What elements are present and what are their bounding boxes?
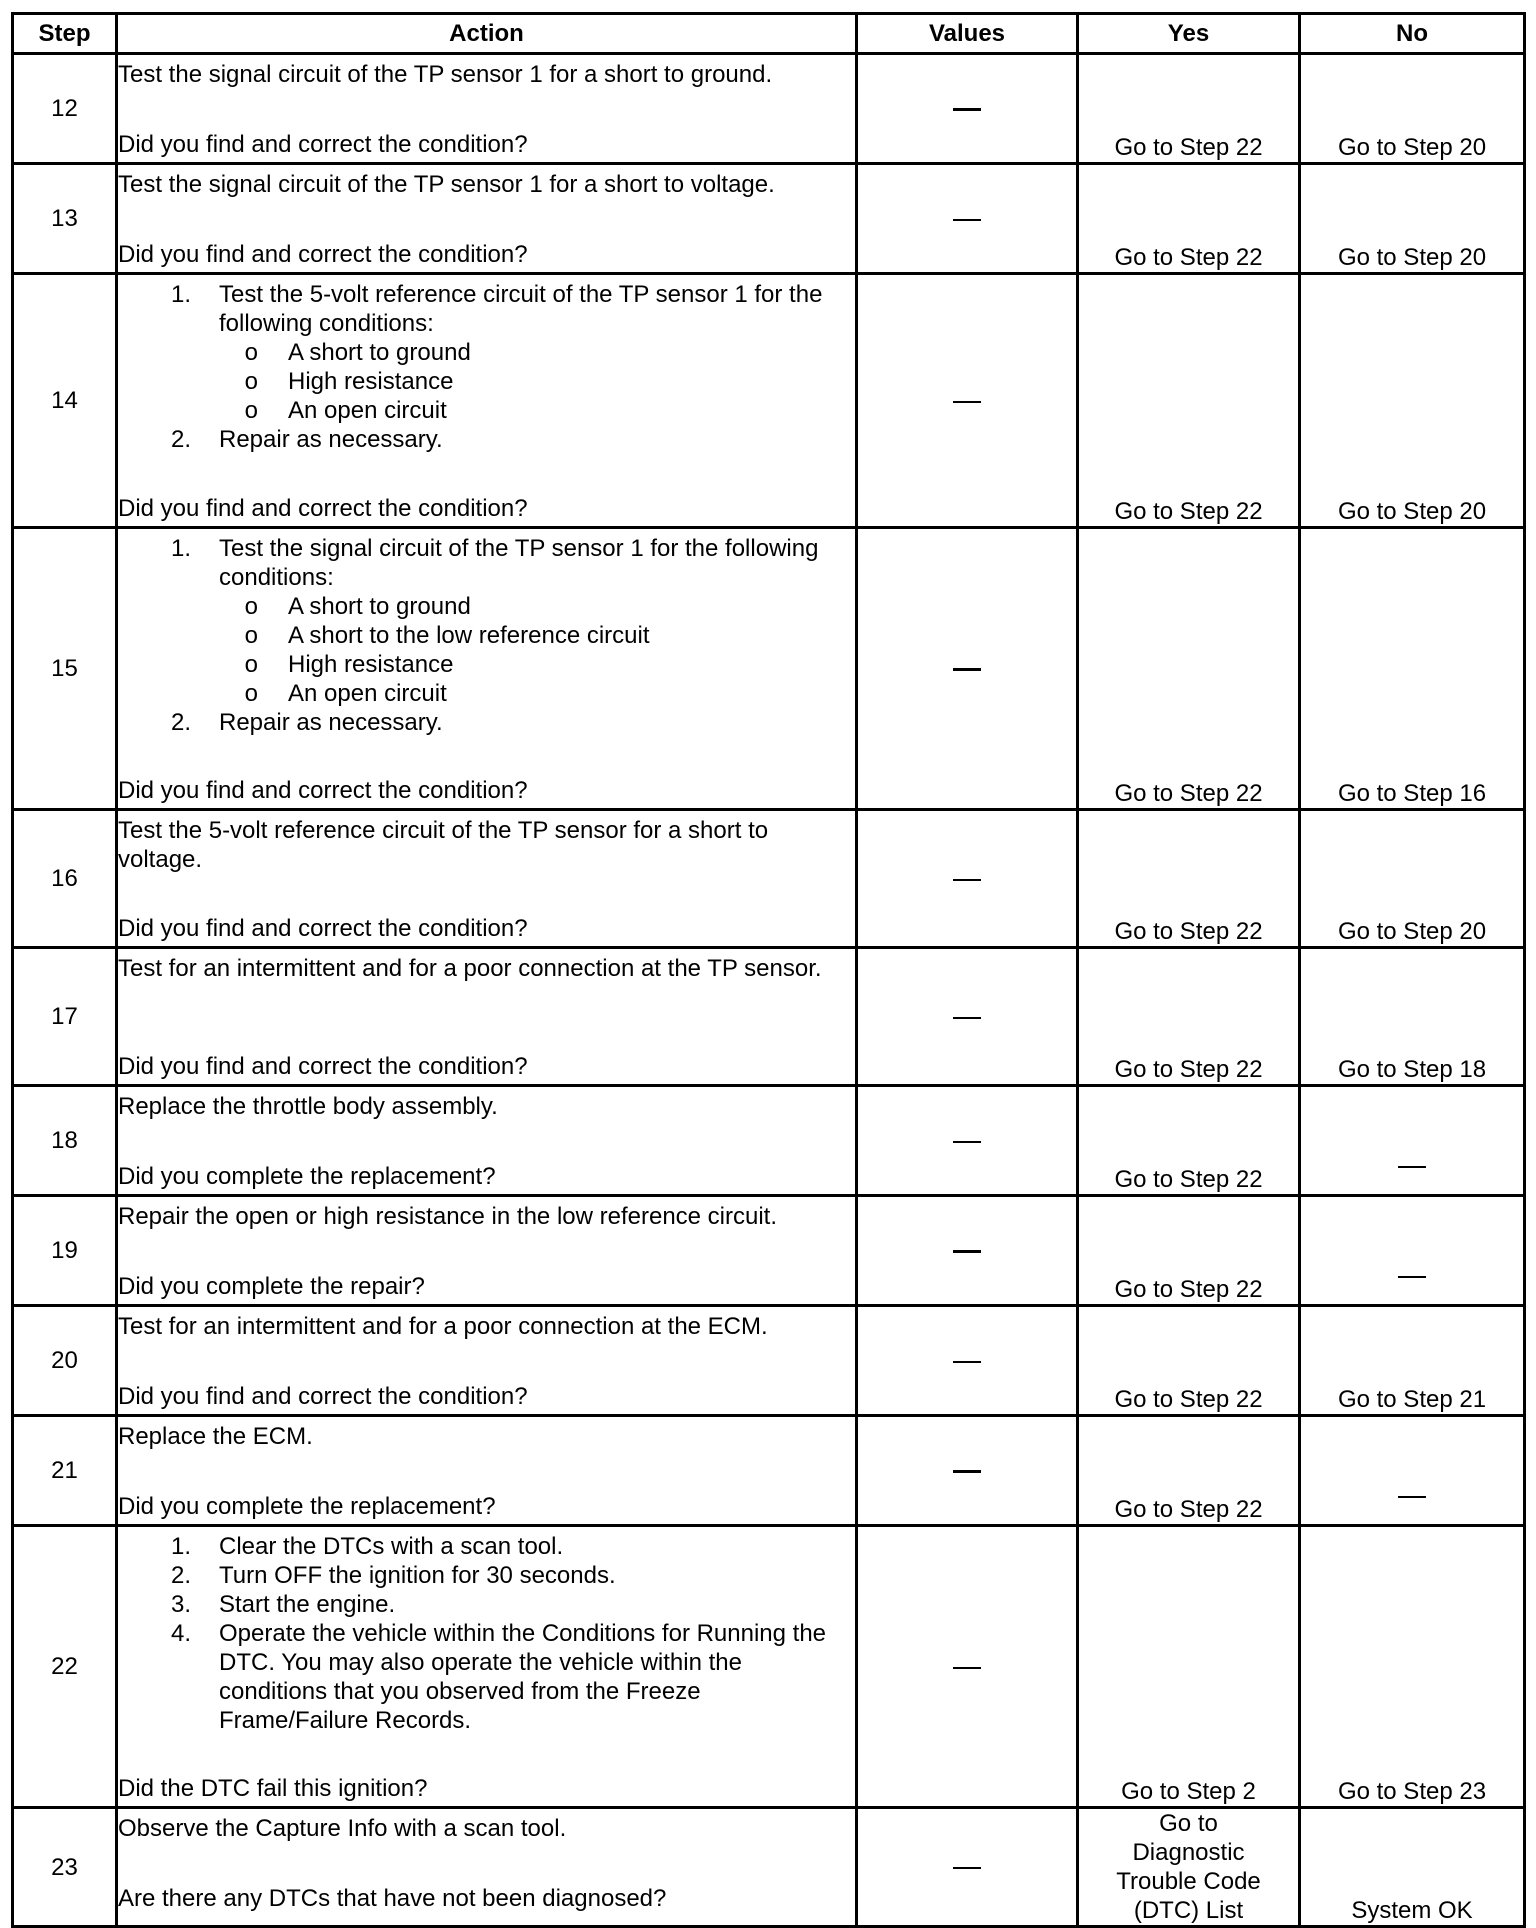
action-content (118, 529, 855, 808)
diagnostic-table (11, 12, 1526, 1928)
yes-cell: Go to Step 22 (1078, 948, 1300, 1086)
step-number: 17 (13, 948, 117, 1086)
question-text: Did you find and correct the condition? (118, 1053, 528, 1080)
table-row (13, 1526, 1525, 1808)
bullet-item (219, 338, 855, 367)
item-body (219, 1619, 855, 1735)
numbered-item (118, 534, 855, 708)
action-content (118, 949, 855, 1084)
action-text: Replace the throttle body assembly. (118, 1093, 498, 1120)
action-cell (117, 1416, 857, 1526)
no-cell (1300, 1196, 1525, 1306)
header-step: Step (13, 14, 117, 54)
numbered-item (118, 1590, 855, 1619)
no-dash (1398, 1496, 1426, 1498)
bullet-icon: o (244, 397, 258, 424)
no-cell: Go to Step 20 (1300, 54, 1525, 164)
values-cell (857, 1306, 1078, 1416)
action-cell (117, 1086, 857, 1196)
numbered-item (118, 1561, 855, 1590)
bullet-text: High resistance (288, 368, 454, 395)
action-content (118, 811, 855, 946)
table-row (13, 1086, 1525, 1196)
values-dash (953, 108, 981, 111)
values-dash (953, 1361, 981, 1363)
action-instructions (118, 1809, 855, 1843)
bullet-icon: o (244, 339, 258, 366)
numbered-item (118, 708, 855, 737)
values-dash (953, 1867, 981, 1869)
table-row (13, 810, 1525, 948)
yes-cell: Go to Step 22 (1078, 54, 1300, 164)
bullet-text: High resistance (288, 651, 454, 678)
table-row (13, 54, 1525, 164)
yes-cell: Go to Step 2 (1078, 1526, 1300, 1808)
item-body (219, 534, 855, 708)
step-number: 23 (13, 1808, 117, 1927)
item-text: Test the signal circuit of the TP sensor 1 for the following conditions: (219, 535, 819, 591)
no-cell: Go to Step 20 (1300, 164, 1525, 274)
header-action: Action (117, 14, 857, 54)
numbered-list (118, 534, 855, 737)
item-text: Repair as necessary. (219, 426, 443, 453)
header-yes: Yes (1078, 14, 1300, 54)
values-dash (953, 668, 981, 671)
yes-cell: Go to Step 22 (1078, 528, 1300, 810)
item-number: 2. (170, 709, 191, 736)
item-body (219, 425, 855, 454)
bullet-text: An open circuit (288, 397, 447, 424)
no-cell: Go to Step 20 (1300, 274, 1525, 528)
values-cell (857, 1196, 1078, 1306)
item-text: Clear the DTCs with a scan tool. (219, 1533, 564, 1560)
no-cell: Go to Step 16 (1300, 528, 1525, 810)
question-text: Did the DTC fail this ignition? (118, 1775, 428, 1802)
action-cell (117, 810, 857, 948)
values-dash (953, 1250, 981, 1253)
action-instructions (118, 1417, 855, 1451)
action-content (118, 1809, 855, 1916)
action-content (118, 1197, 855, 1304)
no-cell: Go to Step 20 (1300, 810, 1525, 948)
table-row (13, 528, 1525, 810)
item-number: 1. (170, 281, 191, 308)
question-text: Did you find and correct the condition? (118, 241, 528, 268)
question-text: Did you complete the replacement? (118, 1163, 496, 1190)
step-number: 21 (13, 1416, 117, 1526)
question-text: Did you find and correct the condition? (118, 777, 528, 804)
question-text: Are there any DTCs that have not been diagnosed? (118, 1885, 667, 1912)
bullet-text: A short to ground (288, 593, 471, 620)
yes-cell: Go to Step 22 (1078, 1196, 1300, 1306)
item-number: 1. (170, 1533, 191, 1560)
item-number: 4. (170, 1620, 191, 1647)
action-cell (117, 948, 857, 1086)
no-cell: Go to Step 18 (1300, 948, 1525, 1086)
bullet-item (219, 679, 855, 708)
bullet-item (219, 621, 855, 650)
bullet-icon: o (244, 593, 258, 620)
no-cell: Go to Step 21 (1300, 1306, 1525, 1416)
table-row (13, 274, 1525, 528)
values-dash (953, 1470, 981, 1473)
yes-cell: Go to Step 22 (1078, 1086, 1300, 1196)
bullet-icon: o (244, 622, 258, 649)
yes-cell: Go to Step 22 (1078, 1306, 1300, 1416)
values-dash (953, 219, 981, 221)
bullet-list (219, 592, 855, 708)
action-instructions (118, 1087, 855, 1121)
no-dash (1398, 1276, 1426, 1278)
item-number: 2. (170, 426, 191, 453)
bullet-icon: o (244, 368, 258, 395)
values-dash (953, 879, 981, 881)
action-content (118, 1307, 855, 1414)
no-cell: System OK (1300, 1808, 1525, 1927)
yes-cell: Go to Step 22 (1078, 1416, 1300, 1526)
values-cell (857, 948, 1078, 1086)
item-number: 3. (170, 1591, 191, 1618)
action-text: Test the 5-volt reference circuit of the TP sensor for a short to voltage. (118, 817, 769, 873)
yes-cell: Go to Step 22 (1078, 274, 1300, 528)
item-body (219, 280, 855, 425)
values-cell (857, 810, 1078, 948)
action-instructions (118, 529, 855, 737)
table-row (13, 1196, 1525, 1306)
question-text: Did you find and correct the condition? (118, 495, 528, 522)
step-number: 20 (13, 1306, 117, 1416)
yes-cell: Go to Step 22 (1078, 164, 1300, 274)
numbered-item (118, 1619, 855, 1735)
step-number: 19 (13, 1196, 117, 1306)
bullet-item (219, 367, 855, 396)
step-number: 12 (13, 54, 117, 164)
no-cell (1300, 1086, 1525, 1196)
action-text: Repair the open or high resistance in the low reference circuit. (118, 1203, 778, 1230)
action-cell (117, 1808, 857, 1927)
step-number: 18 (13, 1086, 117, 1196)
values-cell (857, 1416, 1078, 1526)
values-cell (857, 164, 1078, 274)
item-body (219, 1590, 855, 1619)
bullet-item (219, 650, 855, 679)
table-row (13, 164, 1525, 274)
question-text: Did you find and correct the condition? (118, 131, 528, 158)
item-text: Operate the vehicle within the Conditions for Running the DTC. You may also operate the vehicle within the conditions that you observed from the Freeze Frame/Failure Records. (219, 1620, 827, 1734)
table-row (13, 948, 1525, 1086)
numbered-item (118, 280, 855, 425)
header-values: Values (857, 14, 1078, 54)
action-content (118, 1087, 855, 1194)
question-text: Did you complete the replacement? (118, 1493, 496, 1520)
action-cell (117, 1196, 857, 1306)
values-cell (857, 54, 1078, 164)
values-cell (857, 1086, 1078, 1196)
action-instructions (118, 275, 855, 454)
table-body (13, 54, 1525, 1927)
bullet-text: A short to the low reference circuit (288, 622, 650, 649)
no-cell (1300, 1416, 1525, 1526)
bullet-item (219, 396, 855, 425)
bullet-icon: o (244, 680, 258, 707)
action-cell (117, 54, 857, 164)
numbered-list (118, 1532, 855, 1735)
action-cell (117, 528, 857, 810)
action-cell (117, 274, 857, 528)
action-text: Test the signal circuit of the TP sensor 1 for a short to voltage. (118, 171, 775, 198)
no-dash (1398, 1166, 1426, 1168)
item-text: Start the engine. (219, 1591, 396, 1618)
action-instructions (118, 949, 855, 983)
question-text: Did you complete the repair? (118, 1273, 425, 1300)
action-text: Test for an intermittent and for a poor connection at the ECM. (118, 1313, 768, 1340)
item-body (219, 1532, 855, 1561)
action-instructions (118, 1527, 855, 1735)
item-number: 1. (170, 535, 191, 562)
action-instructions (118, 811, 855, 874)
action-content (118, 275, 855, 526)
item-text: Test the 5-volt reference circuit of the TP sensor 1 for the following conditions: (219, 281, 823, 337)
item-body (219, 1561, 855, 1590)
numbered-list (118, 280, 855, 454)
table-row (13, 1808, 1525, 1927)
question-text: Did you find and correct the condition? (118, 915, 528, 942)
no-cell: Go to Step 23 (1300, 1526, 1525, 1808)
header-no: No (1300, 14, 1525, 54)
numbered-item (118, 425, 855, 454)
action-instructions (118, 165, 855, 199)
bullet-text: A short to ground (288, 339, 471, 366)
item-number: 2. (170, 1562, 191, 1589)
action-text: Test for an intermittent and for a poor connection at the TP sensor. (118, 955, 822, 982)
question-text: Did you find and correct the condition? (118, 1383, 528, 1410)
values-dash (953, 1667, 981, 1669)
action-cell (117, 1306, 857, 1416)
step-number: 14 (13, 274, 117, 528)
action-content (118, 1527, 855, 1806)
yes-cell: Go to Diagnostic Trouble Code (DTC) List (1078, 1808, 1300, 1927)
values-cell (857, 1808, 1078, 1927)
header-row (13, 14, 1525, 54)
action-instructions (118, 55, 855, 89)
table-row (13, 1306, 1525, 1416)
step-number: 15 (13, 528, 117, 810)
action-text: Observe the Capture Info with a scan tool. (118, 1815, 567, 1842)
bullet-icon: o (244, 651, 258, 678)
values-cell (857, 528, 1078, 810)
action-cell (117, 1526, 857, 1808)
step-number: 16 (13, 810, 117, 948)
bullet-list (219, 338, 855, 425)
bullet-text: An open circuit (288, 680, 447, 707)
item-body (219, 708, 855, 737)
step-number: 13 (13, 164, 117, 274)
bullet-item (219, 592, 855, 621)
values-cell (857, 274, 1078, 528)
action-cell (117, 164, 857, 274)
values-dash (953, 1017, 981, 1019)
values-cell (857, 1526, 1078, 1808)
values-dash (953, 401, 981, 403)
numbered-item (118, 1532, 855, 1561)
action-text: Replace the ECM. (118, 1423, 313, 1450)
action-content (118, 55, 855, 162)
action-instructions (118, 1197, 855, 1231)
action-instructions (118, 1307, 855, 1341)
step-number: 22 (13, 1526, 117, 1808)
action-content (118, 165, 855, 272)
item-text: Repair as necessary. (219, 709, 443, 736)
action-content (118, 1417, 855, 1524)
yes-cell: Go to Step 22 (1078, 810, 1300, 948)
action-text: Test the signal circuit of the TP sensor 1 for a short to ground. (118, 61, 773, 88)
item-text: Turn OFF the ignition for 30 seconds. (219, 1562, 616, 1589)
table-row (13, 1416, 1525, 1526)
values-dash (953, 1141, 981, 1143)
